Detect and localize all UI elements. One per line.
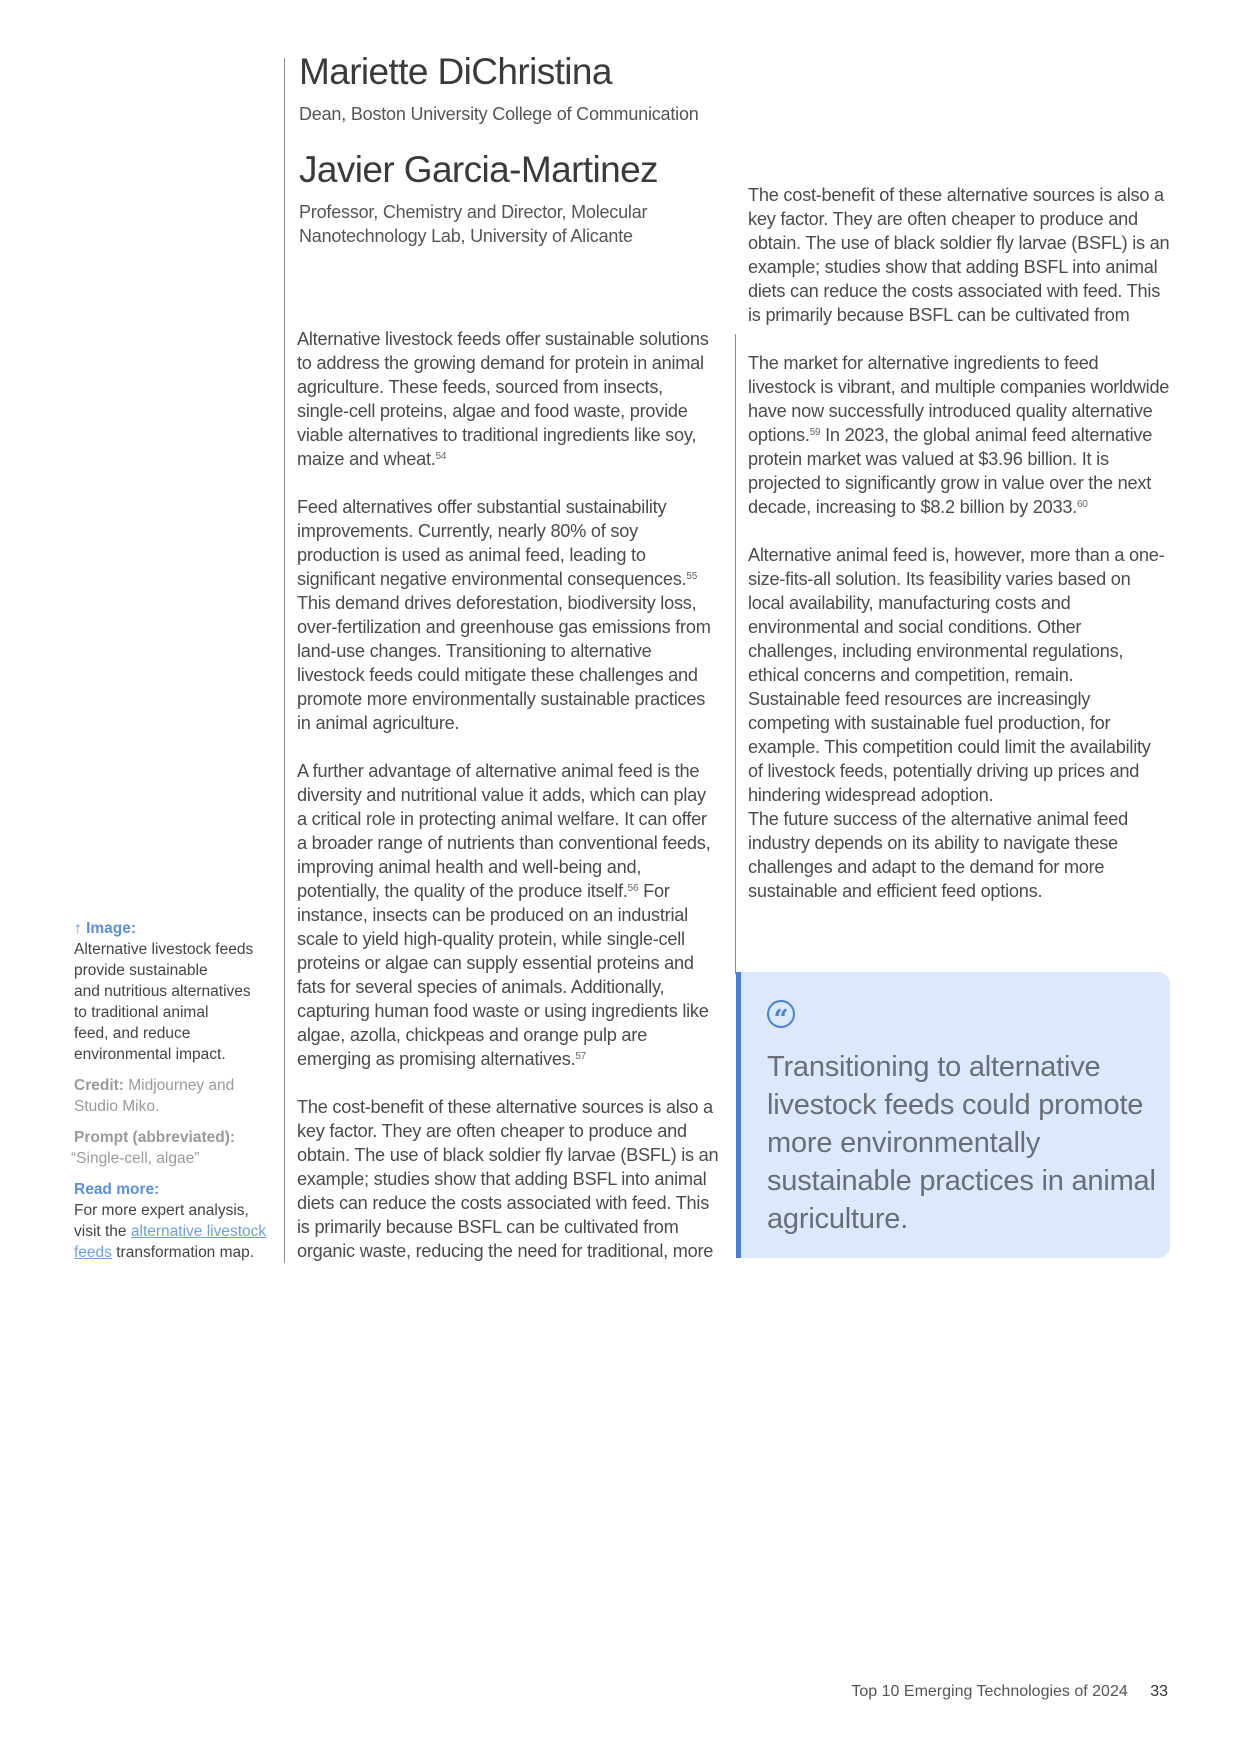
paragraph: Alternative animal feed is, however, more than a one-size-fits-all solution. Its feasibility varies based on local availability, manufacturing costs and environmental and social conditions. Other challenges, including environmental regulations, ethical concerns and competition, remain. Sustainable feed resources are increasingly competing with sustainable fuel production, for example. This competition could limit the availability of livestock feeds, potentially driving up prices and hindering widespread adoption. (748, 545, 1165, 805)
transformation-map-link[interactable]: feeds (74, 1244, 112, 1261)
author-name: Javier Garcia-Martinez (299, 149, 658, 190)
page-footer (851, 1683, 1168, 1701)
middle-column-rule (735, 334, 736, 974)
credit: Credit: Midjourney and Studio Miko. (74, 1077, 235, 1115)
paragraph-continued: The cost-benefit of these alternative sources is also a key factor. They are often cheaper to produce and obtain. The use of black soldier fly larvae (BSFL) is an example; studies show that adding BSFL into animal diets can reduce the costs associated with feed. This is primarily because BSFL can be cultivated from (748, 185, 1170, 325)
pull-quote-text: Transitioning to alternative livestock feeds could promote more environmentally sustainable practices in animal agriculture. (767, 1051, 1156, 1235)
arrow-up-icon: ↑ (74, 920, 82, 937)
left-column-rule (284, 58, 285, 1263)
paragraph: The market for alternative ingredients to feed livestock is vibrant, and multiple companies worldwide have now successfully introduced quality alternative options.$^{59}$ In 2023, the global animal feed alternative protein market was valued at $3.96 billion. It is projected to significantly grow in value over the next decade, increasing to $8.2 billion by 2033.60 (748, 353, 1170, 517)
pull-quote (736, 972, 1170, 1258)
paragraph: The cost-benefit of these alternative sources is also a key factor. They are often cheaper to produce and obtain. The use of black soldier fly larvae (BSFL) is an example; studies show that adding BSFL into animal diets can reduce the costs associated with feed. This is primarily because BSFL can be cultivated from organic waste, reducing the need for traditional, more (297, 1097, 719, 1261)
transformation-map-link[interactable]: alternative livestock (130, 1223, 267, 1240)
image-caption: Alternative livestock feeds provide sustainable and nutritious alternatives to traditional animal feed, and reduce environmental impact. (74, 941, 254, 1063)
author-role: Professor, Chemistry and Director, Molecular Nanotechnology Lab, University of Alicante (299, 201, 648, 246)
paragraph: The future success of the alternative animal feed industry depends on its ability to navigate these challenges and adapt to the demand for more sustainable and efficient feed options. (748, 809, 1129, 901)
image-label: ↑ Image: (74, 920, 137, 937)
report-title: Top 10 Emerging Technologies of 2024 (851, 1683, 1128, 1700)
body-column-right (748, 183, 1170, 903)
paragraph: Feed alternatives offer substantial sustainability improvements. Currently, nearly 80% of soy production is used as animal feed, leading to significant negative environmental consequences.$^{55}$ This demand drives deforestation, biodiversity loss, over-fertilization and greenhouse gas emissions from land-use changes. Transitioning to alternative livestock feeds could mitigate these challenges and promote more environmentally sustainable practices in animal agriculture. (297, 497, 711, 733)
image-caption-sidebar (71, 918, 274, 1263)
prompt: Prompt (abbreviated): “Single-cell, algae” (71, 1129, 236, 1167)
paragraph: A further advantage of alternative animal feed is the diversity and nutritional value it adds, which can play a critical role in protecting animal welfare. It can offer a broader range of nutrients than conventional feeds, improving animal health and well-being and, potentially, the quality of the produce itself.$^{56}$ For instance, insects can be produced on an industrial scale to yield high-quality protein, while single-cell proteins or algae can supply essential proteins and fats for several species of animals. Additionally, capturing human food waste or using ingredients like algae, azolla, chickpeas and orange pulp are emerging as promising alternatives.$^{57}$ (297, 761, 711, 1069)
author-block-1 (299, 52, 699, 126)
author-name: Mariette DiChristina (299, 51, 612, 92)
author-role: Dean, Boston University College of Communication (299, 103, 699, 124)
quote-mark-icon: “ (767, 1000, 795, 1028)
author-block-2 (299, 150, 658, 248)
page-number: 33 (1150, 1683, 1168, 1700)
read-more: Read more: For more expert analysis, visit the alternative livestock feeds transformation map. (74, 1181, 267, 1261)
paragraph: Alternative livestock feeds offer sustainable solutions to address the growing demand for protein in animal agriculture. These feeds, sourced from insects, single-cell proteins, algae and food waste, provide viable alternatives to traditional ingredients like soy, maize and wheat.$^{54}$ (297, 329, 709, 469)
body-column-left (297, 327, 719, 1263)
